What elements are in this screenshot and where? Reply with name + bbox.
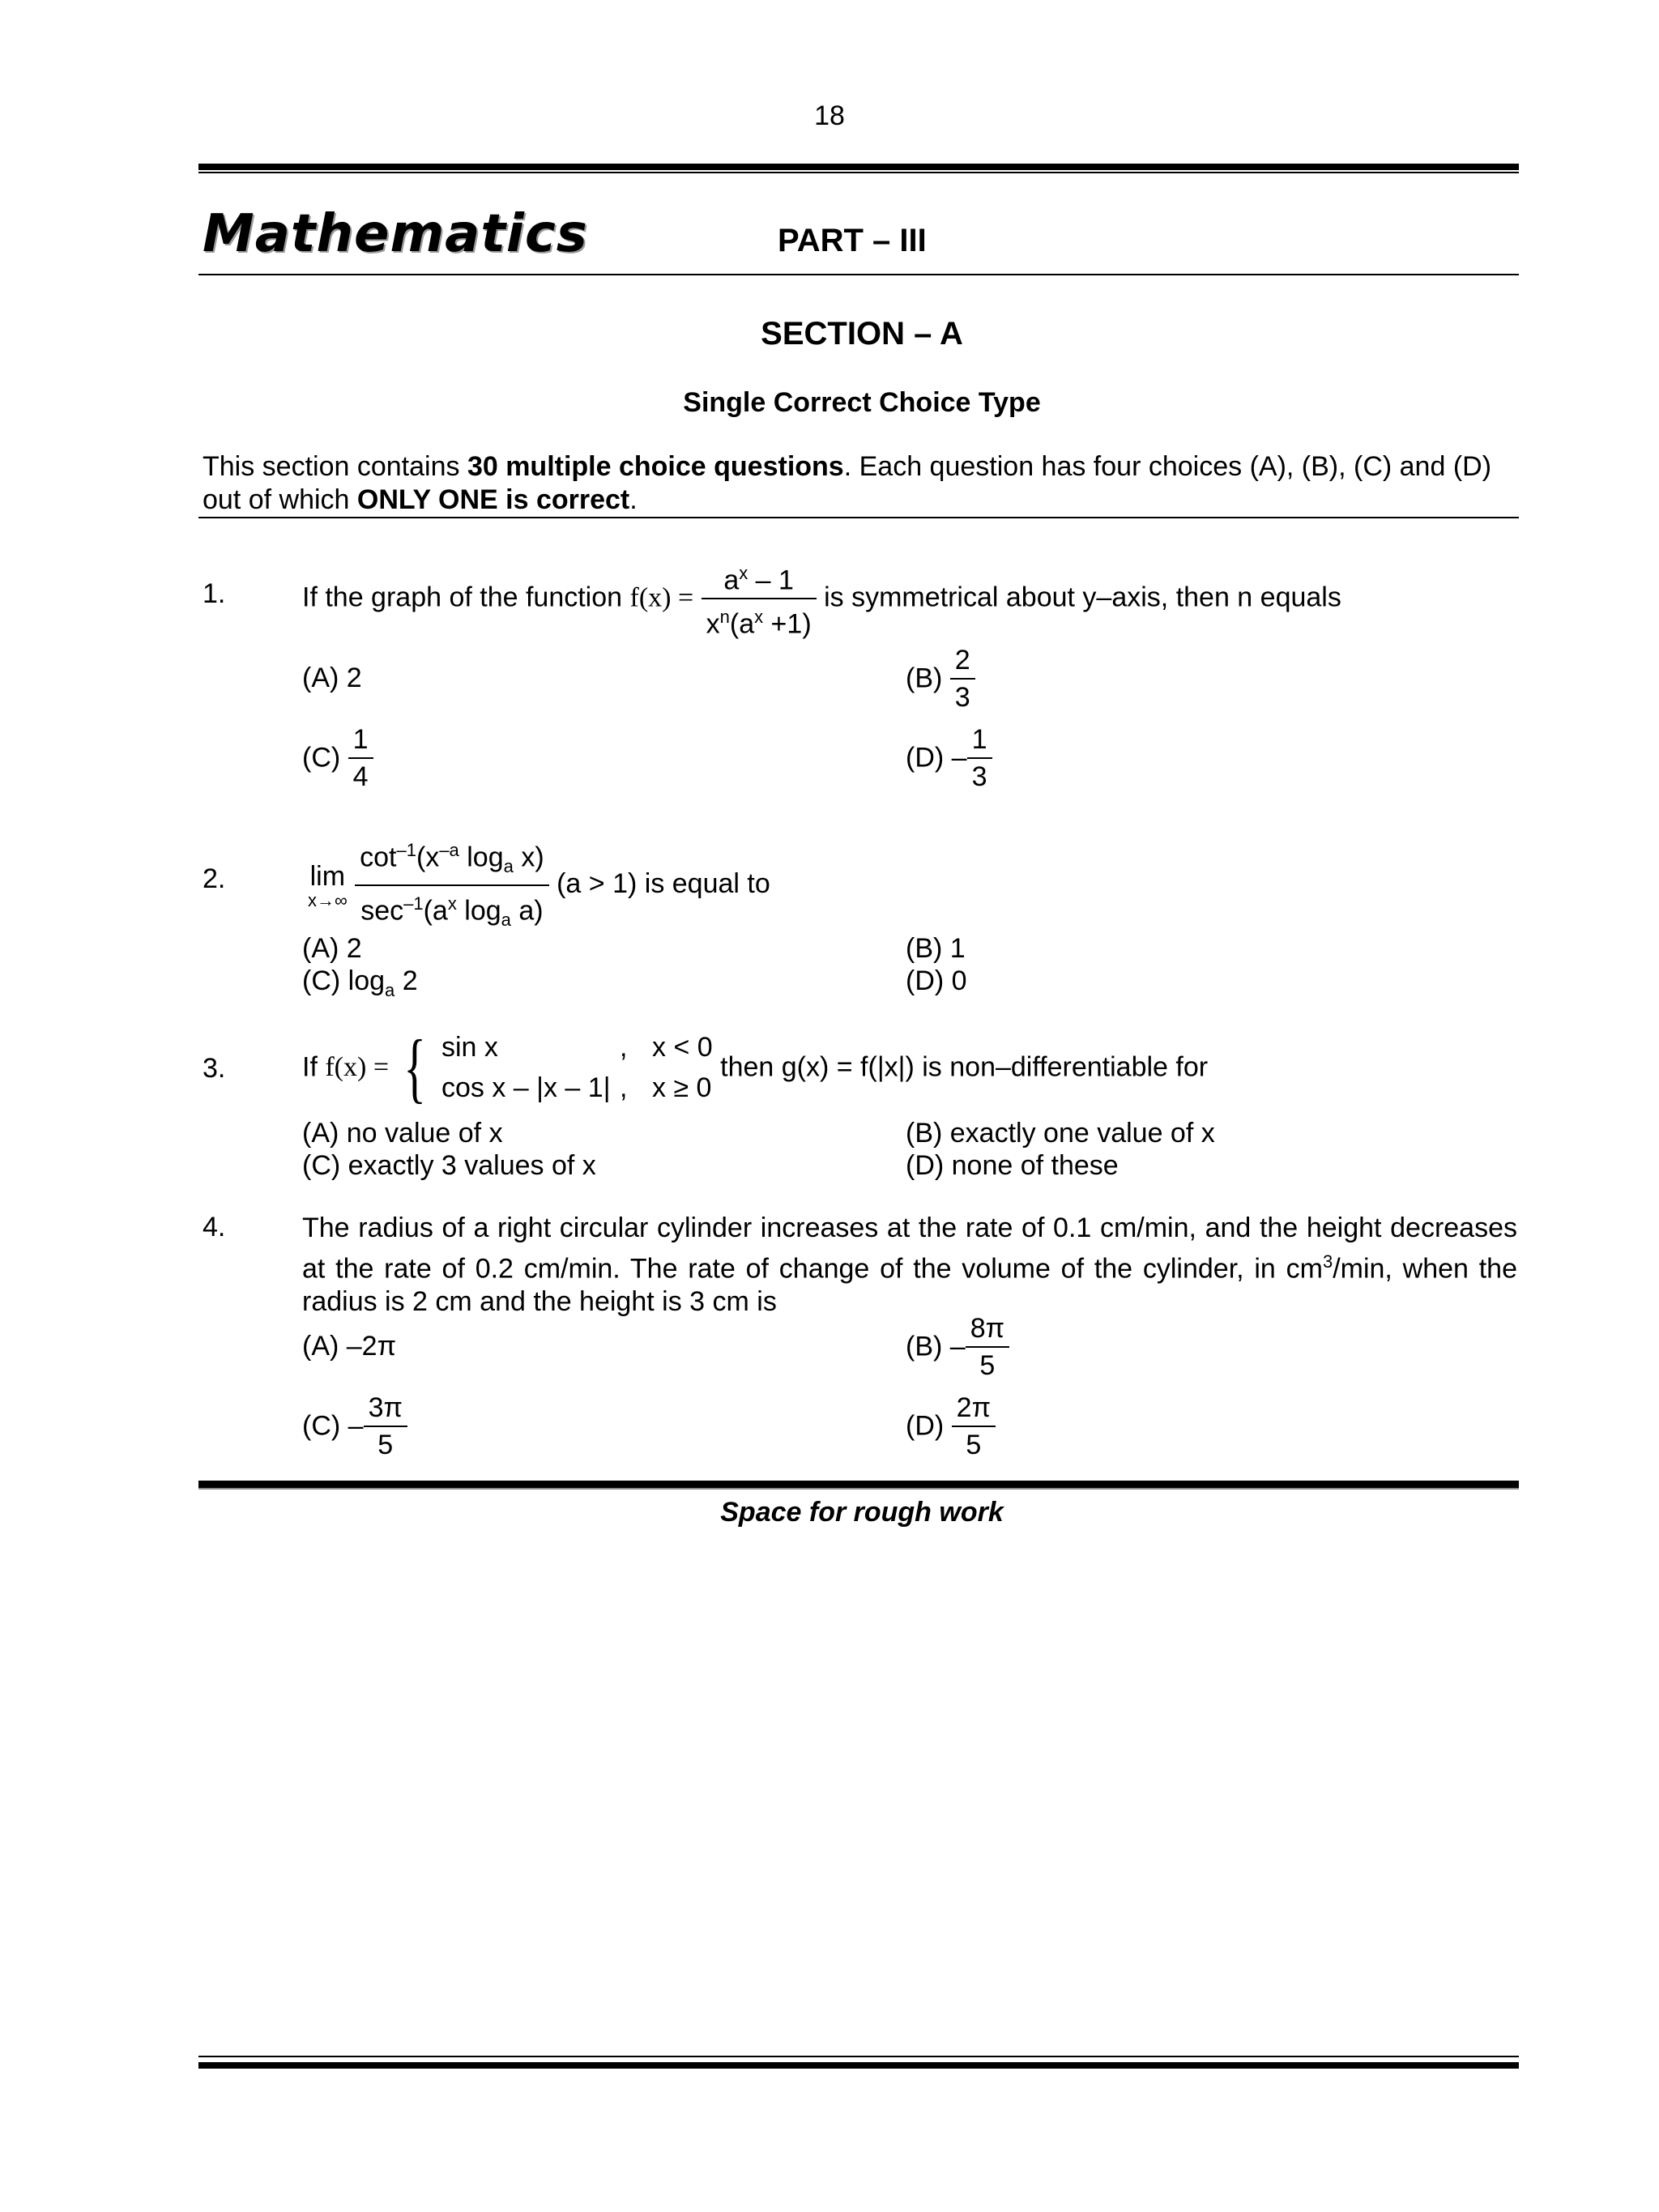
question-1-number: 1. <box>203 578 226 609</box>
instr-bold-1: 30 multiple choice questions <box>467 451 844 482</box>
question-2-stem <box>308 834 770 936</box>
section-type: Single Correct Choice Type <box>683 387 1041 418</box>
q3-option-c: (C) exactly 3 values of x <box>302 1150 596 1181</box>
q2-suffix: (a > 1) is equal to <box>557 868 770 900</box>
q2-option-a: (A) 2 <box>302 933 362 964</box>
q3-lhs: f(x) = <box>325 1052 390 1082</box>
part-title: PART – III <box>778 223 927 258</box>
q2-fraction: $\frac{\cot^{-1}(x^{-a} \log_a x)}{\sec^{-1}(a^x \log_a a)}$ <box>355 834 549 936</box>
header-top-rule <box>198 164 1519 170</box>
question-4-number: 4. <box>203 1212 226 1242</box>
q3-option-d: (D) none of these <box>906 1150 1119 1181</box>
q1-lhs: f(x) = <box>629 582 694 613</box>
section-title: SECTION – A <box>761 316 963 352</box>
q3-option-b: (B) exactly one value of x <box>906 1118 1215 1149</box>
question-1-stem <box>302 557 1341 641</box>
instructions-underline <box>198 517 1519 518</box>
q4-option-b: (B) – $\frac{8\pi}{5}$ <box>906 1312 1009 1382</box>
q1-suffix: is symmetrical about y–axis, then n equals <box>824 582 1341 613</box>
q4-option-c: (C) – $\frac{3\pi}{5}$ <box>302 1392 407 1461</box>
instr-text-2: . Each question has four choices (A), (B), (C) and (D) out of which <box>203 451 1492 515</box>
q3-option-a: (A) no value of x <box>302 1118 503 1149</box>
q1-prefix: If the graph of the function <box>302 582 623 613</box>
q3-brace: { <box>403 1024 427 1110</box>
q2-option-c: (C) $\log_a 2$ <box>302 965 418 1000</box>
q2-option-d: (D) 0 <box>906 965 967 996</box>
q3-suffix: then g(x) = f(|x|) is non–differentiable for <box>720 1051 1209 1083</box>
q4-option-d: (D) $\frac{2\pi}{5}$ <box>906 1392 996 1461</box>
instr-text-1: This section contains <box>203 451 467 482</box>
question-4-stem: The radius of a right circular cylinder increases at the rate of 0.1 cm/min, and the height decreases at the rate of 0.2 cm/min. The rate of change of the volume of the cylinder, in $cm^3/\min$, when the radius is 2 cm and the height is 3 cm is <box>302 1213 1517 1318</box>
footer-rule-thin <box>198 2056 1519 2057</box>
question-3-number: 3. <box>203 1053 226 1084</box>
q1-option-b: (B) $\frac{2}{3}$ <box>906 644 975 714</box>
page-number: 18 <box>814 100 845 131</box>
rough-work-label: Space for rough work <box>720 1497 1004 1528</box>
header-top-rule-thin <box>198 172 1519 173</box>
section-instructions <box>203 450 1519 517</box>
subject-underline <box>198 274 1519 275</box>
footer-rule-thick <box>198 2062 1519 2069</box>
q3-cases: sin x , x < 0 cos x – |x – 1| , x ≥ 0 <box>441 1032 713 1103</box>
instr-text-3: . <box>629 484 638 515</box>
instr-bold-2: ONLY ONE is correct <box>356 484 630 515</box>
rough-work-rule <box>198 1481 1519 1488</box>
question-3-stem: If f(x) = { sin x , x < 0 cos x – |x – 1| , x ≥ 0 then g(x) = f(|x|) is non–differentiable for <box>302 1024 1209 1110</box>
q1-fraction: $\frac{a^x - 1}{x^n(a^x +1)}$ <box>702 557 817 641</box>
q1-option-a: (A) 2 <box>302 663 362 693</box>
q2-option-b: (B) 1 <box>906 933 966 964</box>
question-2-number: 2. <box>203 863 226 894</box>
subject-title: Mathematics <box>203 204 588 264</box>
q2-limit: lim x→∞ <box>308 861 348 911</box>
q1-option-c: (C) $\frac{1}{4}$ <box>302 723 373 793</box>
q4-option-a: (A) –2π <box>302 1331 397 1362</box>
q1-option-d: (D) – $\frac{1}{3}$ <box>906 723 992 793</box>
